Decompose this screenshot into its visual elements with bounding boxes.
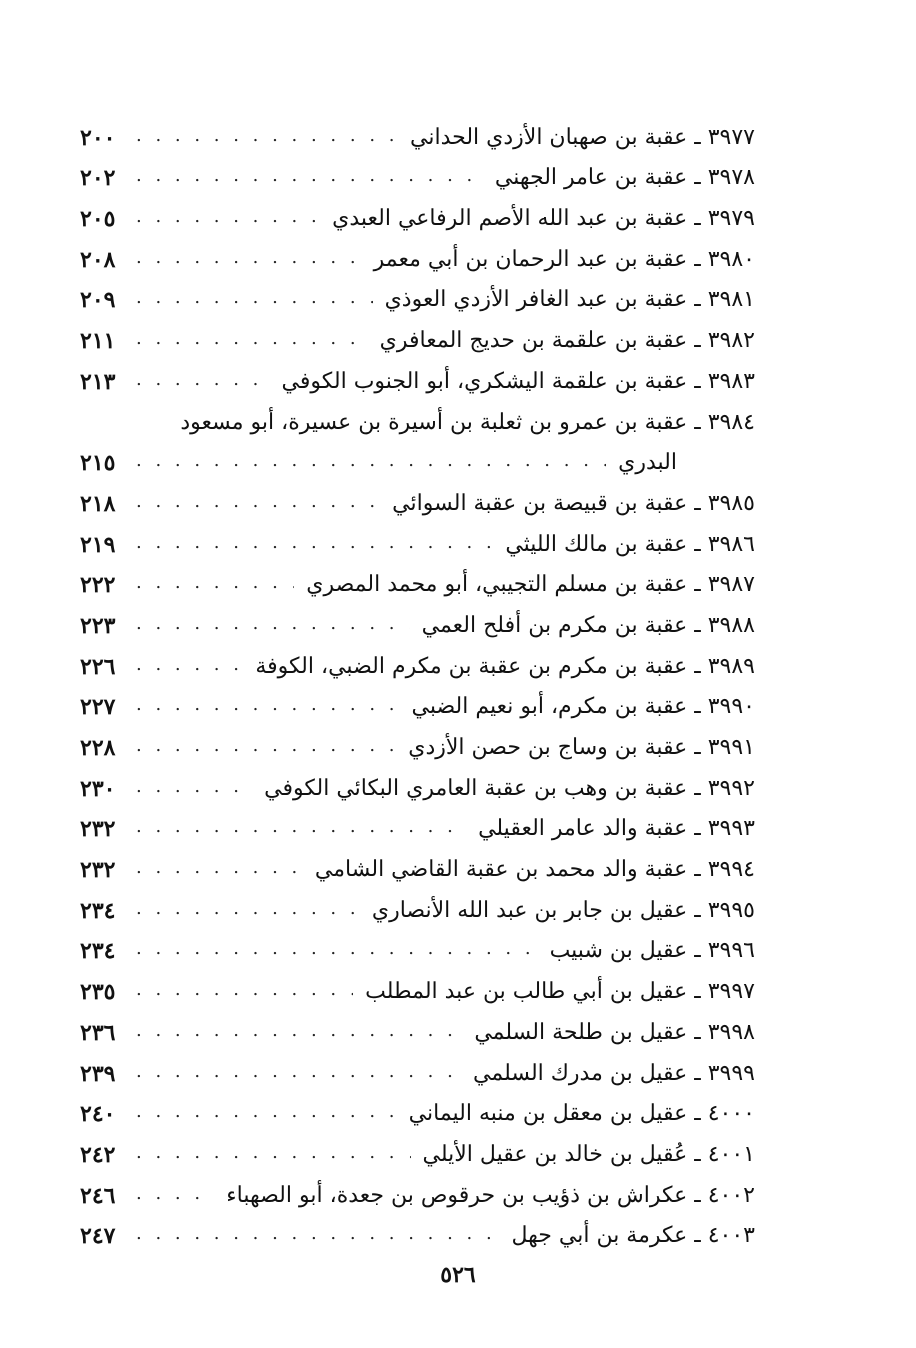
- dot-leader: [136, 528, 493, 560]
- dot-leader: [136, 975, 353, 1007]
- entry-title: ٣٩٧٩ ـ عقبة بن عبد الله الأصم الرفاعي العبدي: [332, 206, 755, 232]
- entry-title: ٣٩٩٧ ـ عقيل بن أبي طالب بن عبد المطلب: [365, 979, 755, 1005]
- entry-page-number: ٢٢٨: [80, 735, 116, 762]
- dot-leader: [136, 202, 320, 234]
- entry-title: ٣٩٨٧ ـ عقبة بن مسلم التجيبي، أبو محمد المصري: [306, 572, 755, 598]
- entry-page-number: ٢٣٥: [80, 979, 116, 1006]
- entry-page-number: ٢٣٢: [80, 816, 116, 843]
- page-number: ٥٢٦: [440, 1262, 476, 1288]
- dot-leader: [136, 1219, 499, 1251]
- toc-entry: [80, 315, 755, 356]
- entry-title: ٣٩٩٨ ـ عقيل بن طلحة السلمي: [474, 1019, 755, 1045]
- toc-entry: [80, 926, 755, 967]
- entry-title: ٤٠٠١ ـ عُقيل بن خالد بن عقيل الأيلي: [422, 1141, 755, 1167]
- entry-title: ٣٩٨٣ ـ عقبة بن علقمة اليشكري، أبو الجنوب الكوفي: [281, 368, 755, 394]
- toc-entry: [80, 1211, 755, 1252]
- toc-entry: [80, 519, 755, 560]
- entry-page-number: ٢١١: [80, 328, 116, 355]
- toc-entry: [80, 682, 755, 723]
- entry-page-number: ٢٠٢: [80, 165, 116, 192]
- toc-entry: [80, 722, 755, 763]
- toc-entry: [80, 1129, 755, 1170]
- toc-entry: [80, 641, 755, 682]
- dot-leader: [136, 365, 270, 397]
- entry-page-number: ٢١٨: [80, 490, 116, 517]
- entry-page-number: ٢٣٤: [80, 897, 116, 924]
- dot-leader: [136, 568, 294, 600]
- toc-entry: [80, 234, 755, 275]
- toc-entry: [80, 804, 755, 845]
- entry-page-number: ٢٤٦: [80, 1182, 116, 1209]
- entry-page-number: ٢٢٦: [80, 653, 116, 680]
- entry-title: ٣٩٩٣ ـ عقبة والد عامر العقيلي: [478, 816, 755, 842]
- entry-page-number: ٢٣٠: [80, 775, 116, 802]
- entry-title: ٣٩٨٥ ـ عقبة بن قبيصة بن عقبة السوائي: [392, 490, 755, 516]
- toc-entry: [80, 1089, 755, 1130]
- dot-leader: [136, 121, 398, 153]
- dot-leader: [136, 283, 373, 315]
- dot-leader: [136, 1097, 397, 1129]
- entry-title: ٣٩٨٤ ـ عقبة بن عمرو بن ثعلبة بن أسيرة بن عسيرة، أبو مسعود: [180, 409, 755, 435]
- entry-second-line: [80, 438, 755, 479]
- entry-page-number: ٢٤٢: [80, 1141, 116, 1168]
- entry-title: ٣٩٨٠ ـ عقبة بن عبد الرحمان بن أبي معمر: [373, 246, 755, 272]
- entry-page-number: ٢١٩: [80, 531, 116, 558]
- dot-leader: [136, 650, 243, 682]
- toc-entry: [80, 560, 755, 601]
- entry-title: ٣٩٧٧ ـ عقبة بن صهبان الأزدي الحداني: [410, 124, 755, 150]
- dot-leader: [136, 690, 399, 722]
- entry-title: ٣٩٩٥ ـ عقيل بن جابر بن عبد الله الأنصاري: [371, 897, 755, 923]
- toc-entry: [80, 397, 755, 478]
- toc-entry: [80, 885, 755, 926]
- entry-first-line: [80, 397, 755, 438]
- toc-entry: [80, 153, 755, 194]
- entry-page-number: ٢٣٤: [80, 938, 116, 965]
- dot-leader: [136, 812, 466, 844]
- entry-title: ٣٩٩٤ ـ عقبة والد محمد بن عقبة القاضي الشامي: [314, 857, 755, 883]
- entry-title: ٤٠٠٠ ـ عقيل بن معقل بن منبه اليماني: [408, 1101, 755, 1127]
- toc-entry: [80, 1007, 755, 1048]
- toc-entry: [80, 193, 755, 234]
- entry-page-number: ٢٢٣: [80, 612, 116, 639]
- toc-entry: [80, 356, 755, 397]
- dot-leader: [136, 324, 368, 356]
- entry-title: ٣٩٩٦ ـ عقيل بن شبيب: [549, 938, 755, 964]
- dot-leader: [136, 487, 380, 519]
- entry-title: ٣٩٩٩ ـ عقيل بن مدرك السلمي: [473, 1060, 755, 1086]
- dot-leader: [136, 1138, 411, 1170]
- toc-entry: [80, 112, 755, 153]
- entry-title: ٣٩٧٨ ـ عقبة بن عامر الجهني: [494, 165, 755, 191]
- entry-title: ٣٩٨١ ـ عقبة بن عبد الغافر الأزدي العوذي: [384, 287, 755, 313]
- entry-page-number: ٢٤٧: [80, 1223, 116, 1250]
- dot-leader: [136, 446, 606, 478]
- dot-leader: [136, 894, 360, 926]
- entry-page-number: ٢٤٠: [80, 1101, 116, 1128]
- dot-leader: [136, 1179, 214, 1211]
- dot-leader: [136, 609, 410, 641]
- entry-title: ٣٩٨٢ ـ عقبة بن علقمة بن حديج المعافري: [379, 328, 755, 354]
- entry-page-number: ٢٠٩: [80, 287, 116, 314]
- entry-page-number: ٢١٣: [80, 368, 116, 395]
- dot-leader: [136, 1057, 461, 1089]
- table-of-contents: [80, 112, 755, 1251]
- entry-title: ٣٩٨٦ ـ عقبة بن مالك الليثي: [505, 531, 755, 557]
- toc-entry: [80, 844, 755, 885]
- entry-title: ٣٩٩٢ ـ عقبة بن وهب بن عقبة العامري البكائي الكوفي: [264, 775, 755, 801]
- entry-page-number: ٢٣٢: [80, 857, 116, 884]
- entry-title: ٣٩٨٩ ـ عقبة بن مكرم بن عقبة بن مكرم الضبي، الكوفة: [255, 653, 755, 679]
- entry-page-number: ٢١٥: [80, 450, 116, 477]
- dot-leader: [136, 243, 362, 275]
- entry-title: ٣٩٩٠ ـ عقبة بن مكرم، أبو نعيم الضبي: [411, 694, 755, 720]
- entry-page-number: ٢٠٠: [80, 124, 116, 151]
- dot-leader: [136, 772, 252, 804]
- dot-leader: [136, 1016, 462, 1048]
- dot-leader: [136, 853, 303, 885]
- entry-title: ٤٠٠٢ ـ عكراش بن ذؤيب بن حرقوص بن جعدة، أبو الصهباء: [226, 1182, 755, 1208]
- entry-title: ٣٩٨٨ ـ عقبة بن مكرم بن أفلح العمي: [421, 612, 755, 638]
- entry-title-continuation: البدري: [618, 450, 677, 476]
- toc-entry: [80, 1170, 755, 1211]
- toc-entry: [80, 275, 755, 316]
- entry-page-number: ٢٠٨: [80, 246, 116, 273]
- entry-page-number: ٢٢٢: [80, 572, 116, 599]
- dot-leader: [136, 934, 538, 966]
- dot-leader: [136, 161, 483, 193]
- entry-page-number: ٢٣٦: [80, 1019, 116, 1046]
- toc-entry: [80, 478, 755, 519]
- entry-page-number: ٢٠٥: [80, 206, 116, 233]
- entry-title: ٤٠٠٣ ـ عكرمة بن أبي جهل: [511, 1223, 755, 1249]
- entry-page-number: ٢٢٧: [80, 694, 116, 721]
- toc-entry: [80, 1048, 755, 1089]
- toc-entry: [80, 966, 755, 1007]
- entry-title: ٣٩٩١ ـ عقبة بن وساج بن حصن الأزدي: [408, 735, 755, 761]
- toc-entry: [80, 600, 755, 641]
- toc-entry: [80, 763, 755, 804]
- entry-page-number: ٢٣٩: [80, 1060, 116, 1087]
- dot-leader: [136, 731, 396, 763]
